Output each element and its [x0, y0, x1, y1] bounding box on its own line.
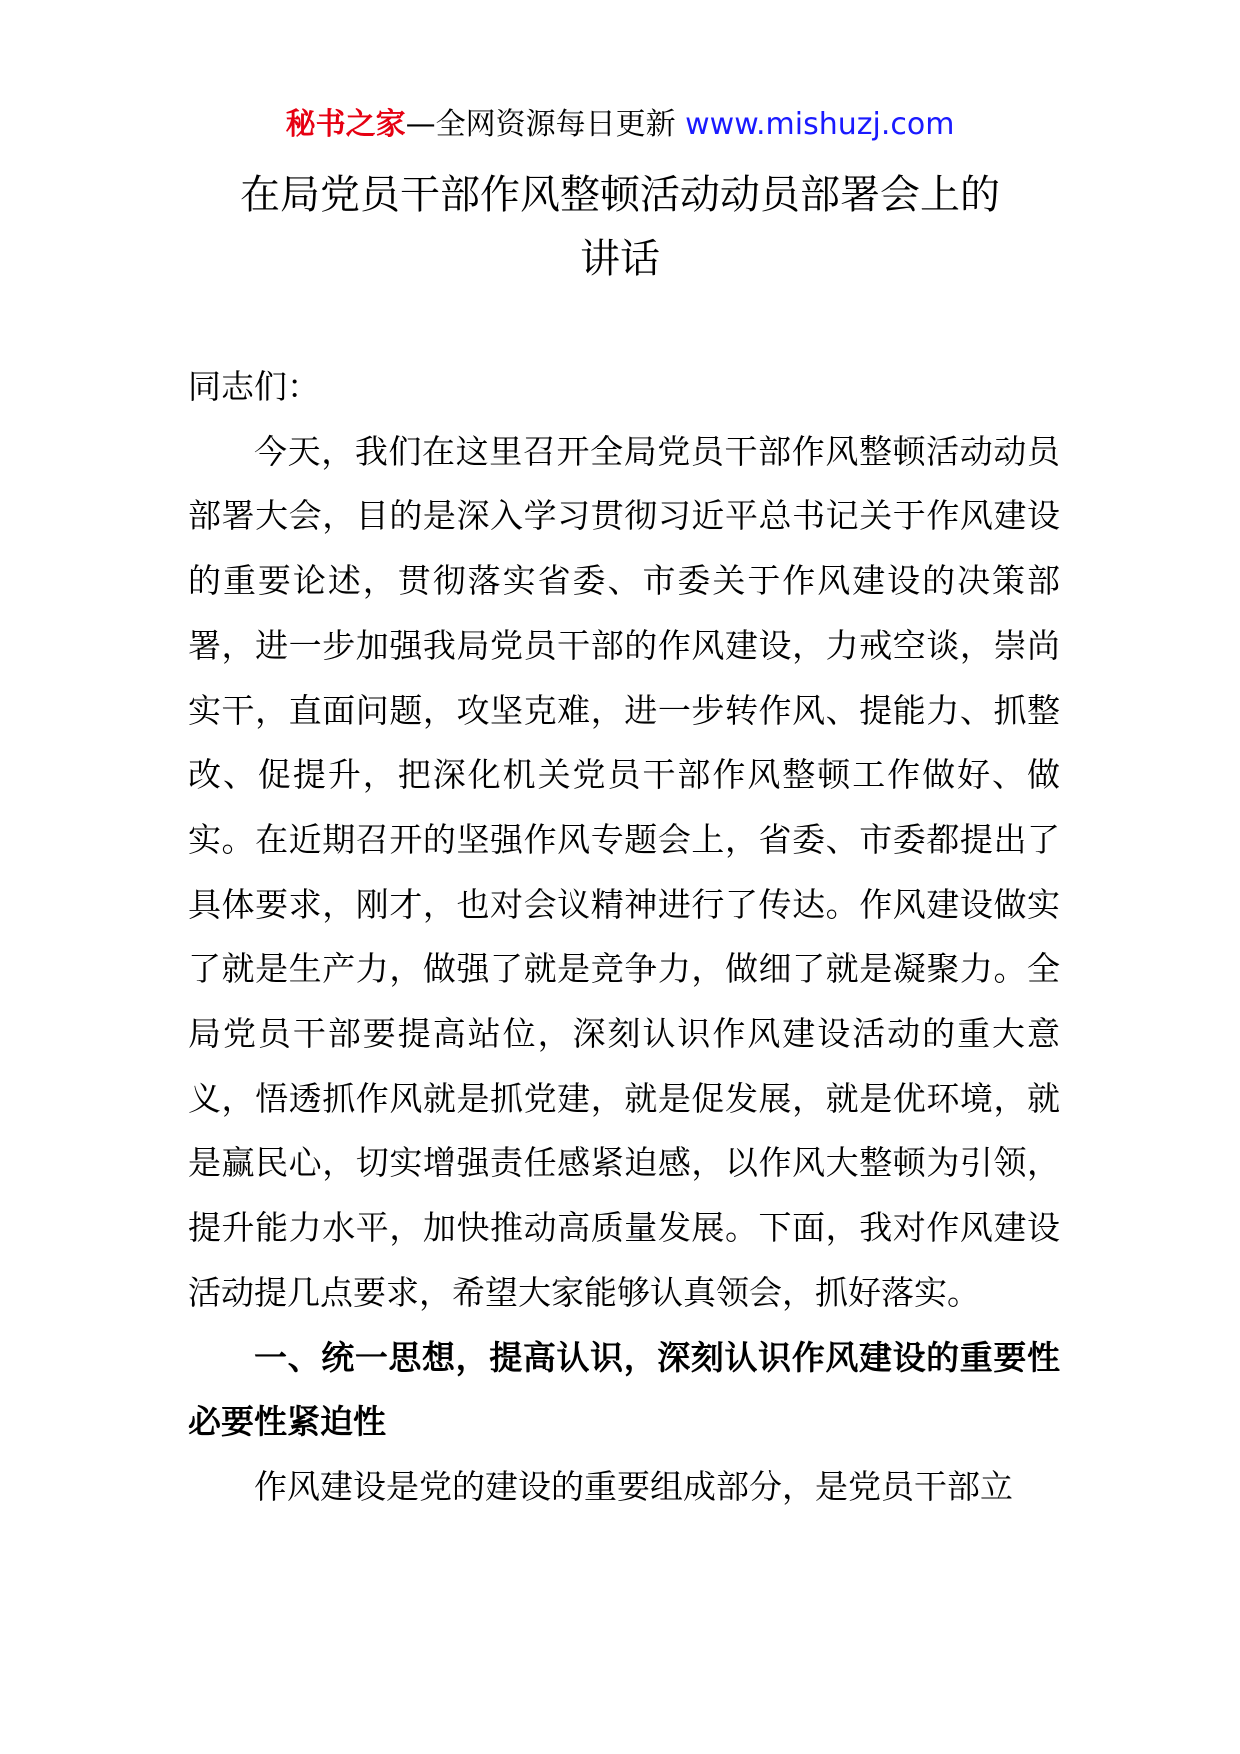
- document-title-line-2: 讲话: [580, 236, 660, 282]
- document-title-line-1: 在局党员干部作风整顿活动动员部署会上的: [240, 172, 1000, 218]
- document-title: [150, 163, 1090, 291]
- paragraph-opening: 今天，我们在这里召开全局党员干部作风整顿活动动员部署大会，目的是深入学习贯彻习近平总书记关于作风建设的重要论述，贯彻落实省委、市委关于作风建设的决策部署，进一步加强我局党员干部的作风建设，力戒空谈，崇尚实干，直面问题，攻坚克难，进一步转作风、提能力、抓整改、促提升，把深化机关党员干部作风整顿工作做好、做实。在近期召开的坚强作风专题会上，省委、市委都提出了具体要求，刚才，也对会议精神进行了传达。作风建设做实了就是生产力，做强了就是竞争力，做细了就是凝聚力。全局党员干部要提高站位，深刻认识作风建设活动的重大意义，悟透抓作风就是抓党建，就是促发展，就是优环境，就是赢民心，切实增强责任感紧迫感，以作风大整顿为引领，提升能力水平，加快推动高质量发展。下面，我对作风建设活动提几点要求，希望大家能够认真领会，抓好落实。: [188, 431, 1060, 1312]
- site-url-link[interactable]: www.mishuzj.com: [685, 107, 955, 142]
- site-tagline: —全网资源每日更新: [405, 107, 676, 142]
- site-header: [0, 103, 1240, 147]
- paragraph-section-1: 作风建设是党的建设的重要组成部分，是党员干部立: [254, 1466, 1013, 1506]
- salutation: 同志们：: [188, 367, 320, 406]
- section-heading-1: 一、统一思想，提高认识，深刻认识作风建设的重要性必要性紧迫性: [188, 1337, 1060, 1442]
- site-brand: 秘书之家: [285, 107, 406, 142]
- document-body: [188, 355, 1060, 1520]
